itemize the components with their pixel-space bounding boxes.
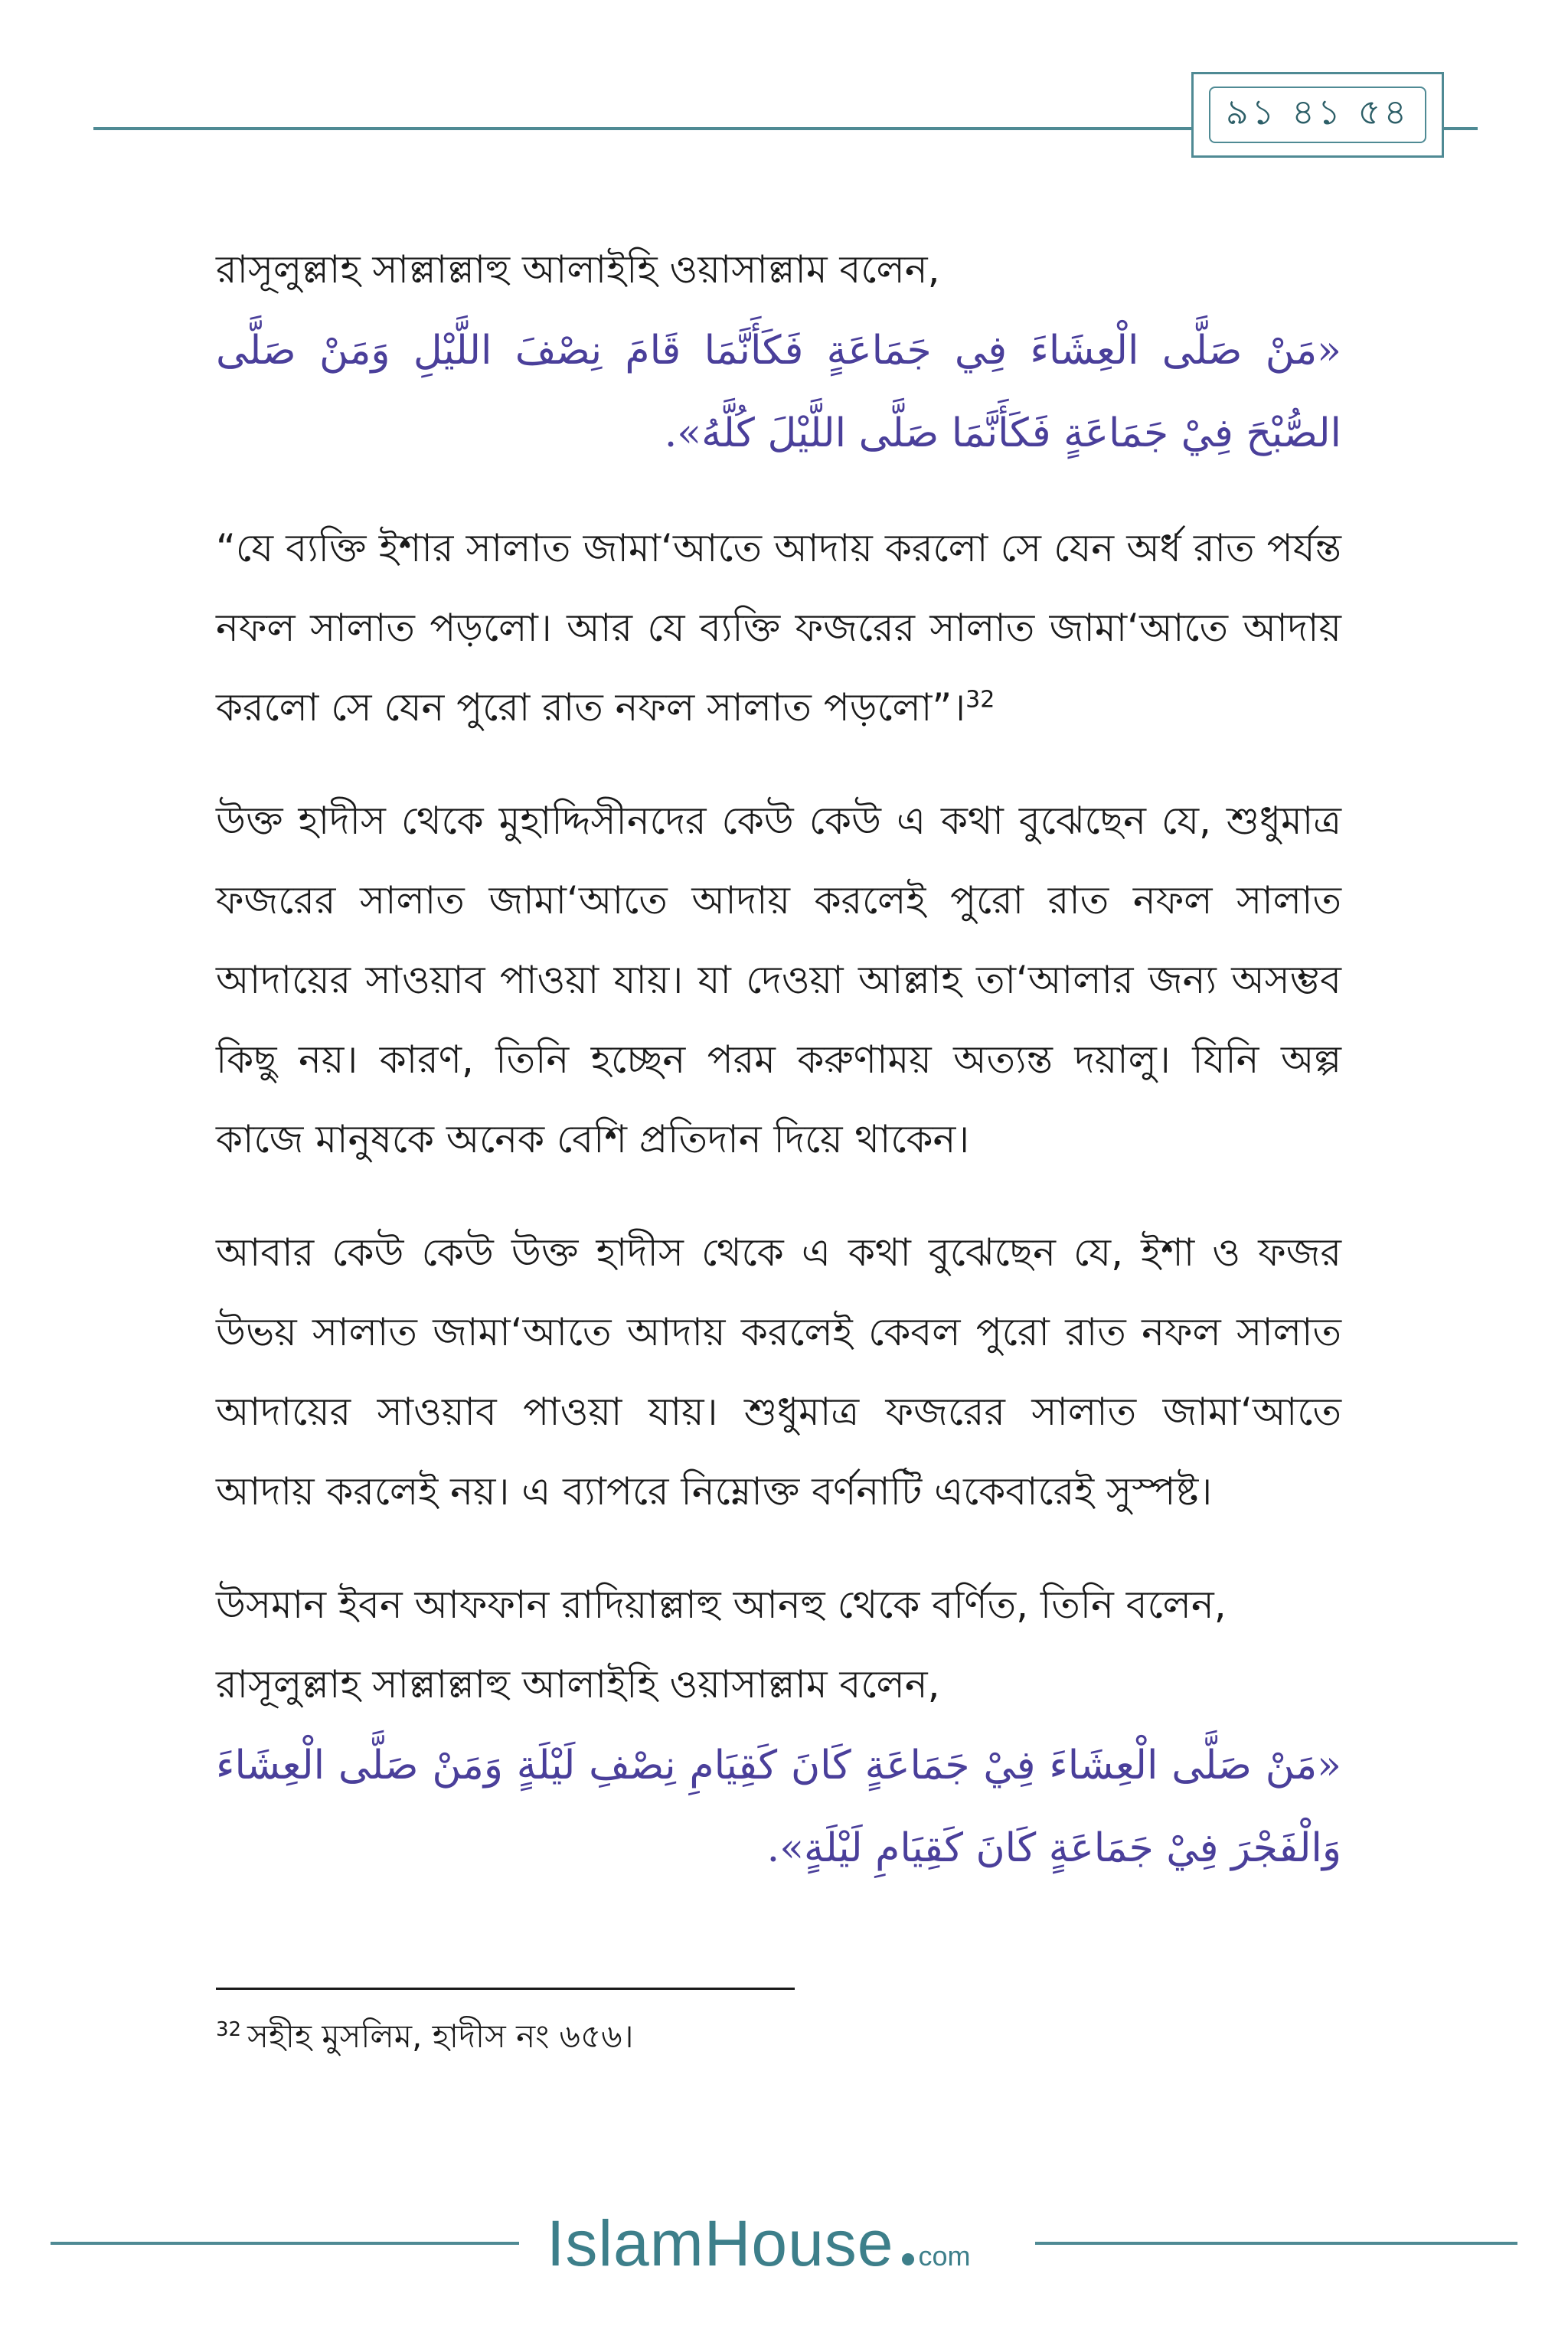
footnote-text: সহীহ মুসলিম, হাদীস নং ৬৫৬। bbox=[247, 2017, 634, 2055]
footer-rule-left bbox=[51, 2242, 519, 2245]
spacer bbox=[216, 1531, 1341, 1565]
brand-logo[interactable] bbox=[547, 2207, 1021, 2283]
page-number: ৯১ ৪১ ৫৪ bbox=[1225, 91, 1410, 132]
brand-dot-icon bbox=[902, 2253, 914, 2265]
narration-line-1: উসমান ইবন আফফান রাদিয়াল্লাহু আনহু থেকে বর্ণিত, তিনি বলেন, bbox=[216, 1583, 1227, 1627]
page-number-frame bbox=[1191, 72, 1444, 158]
arabic-hadith-2: «مَنْ صَلَّى الْعِشَاءَ فِيْ جَمَاعَةٍ كَانَ كَقِيَامِ نِصْفِ لَيْلَةٍ وَمَنْ صَلَّى الْعِشَاءَ وَالْفَجْرَ فِيْ جَمَاعَةٍ كَانَ كَقِيَامِ لَيْلَةٍ». bbox=[216, 1743, 1341, 1871]
footnote bbox=[216, 2014, 634, 2060]
spacer bbox=[216, 747, 1341, 781]
brand-name: IslamHouse bbox=[547, 2207, 894, 2279]
footnote-number: 32 bbox=[216, 2018, 242, 2041]
spacer bbox=[216, 1179, 1341, 1213]
main-content bbox=[216, 230, 1341, 1890]
brand-tld: com bbox=[918, 2240, 971, 2272]
spacer bbox=[216, 475, 1341, 508]
paragraph-1: উক্ত হাদীস থেকে মুহাদ্দিসীনদের কেউ কেউ এ কথা বুঝেছেন যে, শুধুমাত্র ফজরের সালাত জামা‘আতে আদায় করলেই পুরো রাত নফল সালাত আদায়ের সাওয়াব পাওয়া যায়। যা দেওয়া আল্লাহ তা‘আলার জন্য অসম্ভব কিছু নয়। কারণ, তিনি হচ্ছেন পরম করুণাময় অত্যন্ত দয়ালু। যিনি অল্প কাজে মানুষকে অনেক বেশি প্রতিদান দিয়ে থাকেন। bbox=[216, 799, 1341, 1161]
intro-line: রাসূলুল্লাহ সাল্লাল্লাহু আলাইহি ওয়াসাল্লাম বলেন, bbox=[216, 247, 940, 292]
footnote-reference[interactable]: 32 bbox=[965, 686, 995, 714]
arabic-hadith-1: «مَنْ صَلَّى الْعِشَاءَ فِي جَمَاعَةٍ فَكَأَنَّمَا قَامَ نِصْفَ اللَّيْلِ وَمَنْ صَلَّى الصُّبْحَ فِيْ جَمَاعَةٍ فَكَأَنَّمَا صَلَّى اللَّيْلَ كُلَّهُ». bbox=[216, 328, 1341, 456]
footer-rule-right bbox=[1035, 2242, 1517, 2245]
paragraph-2: আবার কেউ কেউ উক্ত হাদীস থেকে এ কথা বুঝেছেন যে, ইশা ও ফজর উভয় সালাত জামা‘আতে আদায় করলেই কেবল পুরো রাত নফল সালাত আদায়ের সাওয়াব পাওয়া যায়। শুধুমাত্র ফজরের সালাত জামা‘আতে আদায় করলেই নয়। এ ব্যাপরে নিম্নোক্ত বর্ণনাটি একেবারেই সুস্পষ্ট। bbox=[216, 1230, 1341, 1514]
page-number-inner-frame bbox=[1209, 87, 1426, 143]
translation-paragraph bbox=[216, 508, 1341, 747]
footnote-rule bbox=[216, 1988, 795, 1990]
narration-line-2: রাসূলুল্লাহ সাল্লাল্লাহু আলাইহি ওয়াসাল্লাম বলেন, bbox=[216, 1662, 940, 1707]
translation-text: “যে ব্যক্তি ইশার সালাত জামা‘আতে আদায় করলো সে যেন অর্ধ রাত পর্যন্ত নফল সালাত পড়লো। আর যে ব্যক্তি ফজরের সালাত জামা‘আতে আদায় করলো সে যেন পুরো রাত নফল সালাত পড়লো”। bbox=[216, 526, 1341, 730]
